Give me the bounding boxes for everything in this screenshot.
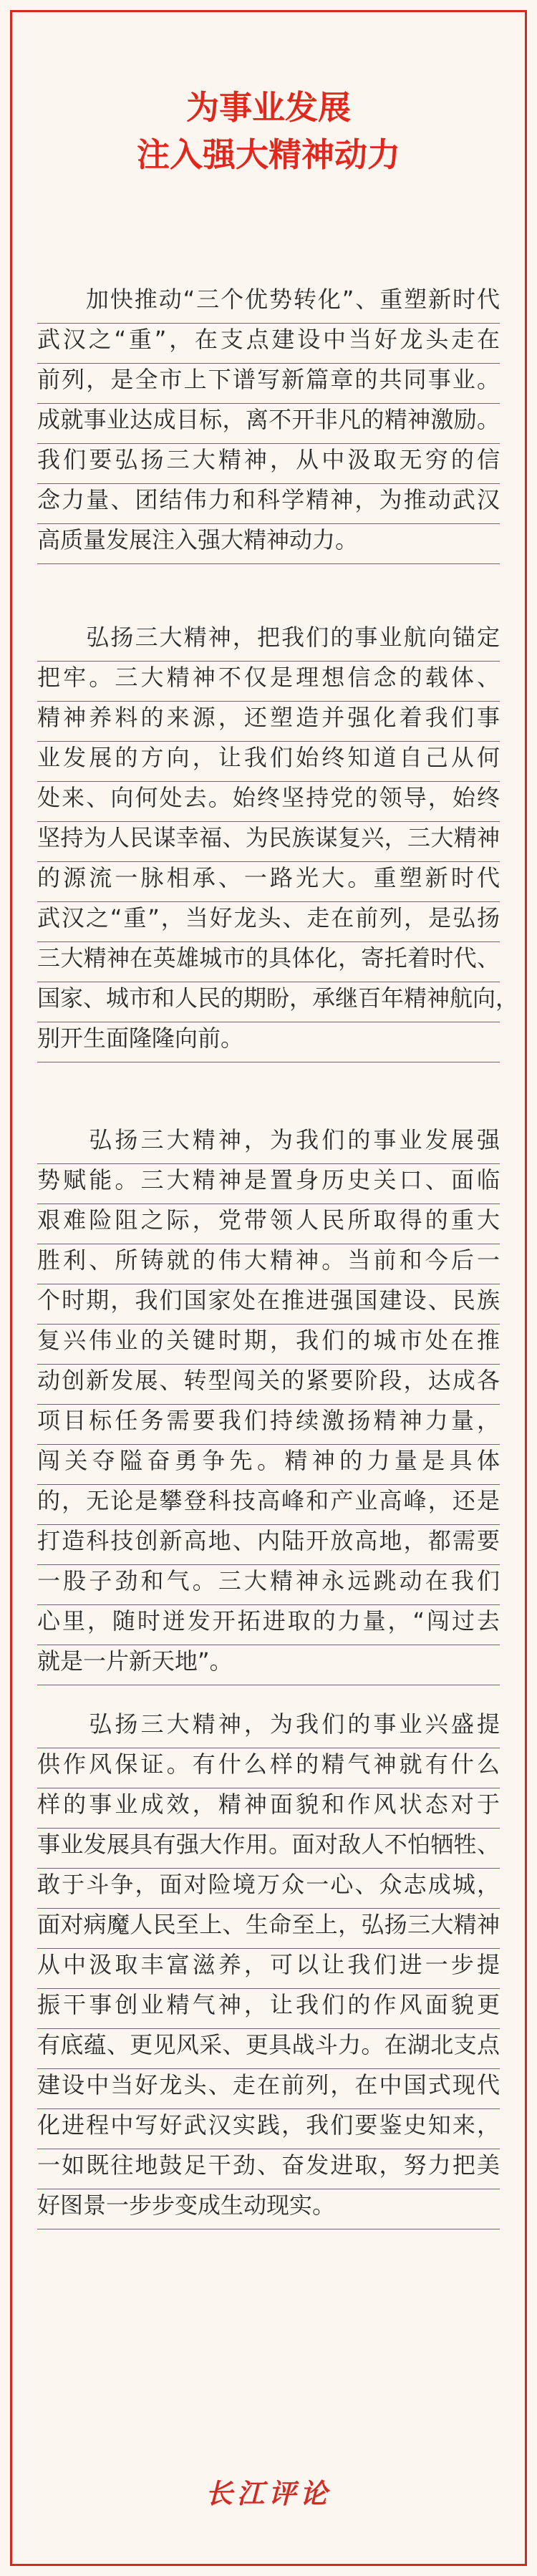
paragraph-line: 武汉之“重”，当好龙头、走在前列，是弘扬	[37, 902, 500, 942]
paragraph-line: 闯关夺隘奋勇争先。精神的力量是具体	[37, 1445, 500, 1485]
title-line-1: 为事业发展	[186, 88, 351, 127]
column-signature: 长江评论	[205, 2477, 332, 2509]
paragraph-line: 事业发展具有强大作用。面对敌人不怕牺牲、	[37, 1829, 500, 1869]
paragraph-line: 动创新发展、转型闯关的紧要阶段，达成各	[37, 1365, 500, 1405]
paragraph-line: 国家、城市和人民的期盼，承继百年精神航向，	[37, 982, 500, 1022]
paragraph-line: 样的事业成效，精神面貌和作风状态对于	[37, 1788, 500, 1829]
paragraph-line: 成就事业达成目标，离不开非凡的精神激励。	[37, 404, 500, 444]
paragraph-line: 有底蕴、更见风采、更具战斗力。在湖北支点	[37, 2029, 500, 2069]
paragraph-line: 建设中当好龙头、走在前列，在中国式现代	[37, 2069, 500, 2109]
paragraph-line: 把牢。三大精神不仅是理想信念的载体、	[37, 662, 500, 702]
paragraph-line: 复兴伟业的关键时期，我们的城市处在推	[37, 1325, 500, 1365]
paragraph-line: 打造科技创新高地、内陆开放高地，都需要	[37, 1525, 500, 1565]
paragraph-line: 精神养料的来源，还塑造并强化着我们事	[37, 702, 500, 742]
paragraph-line: 一股子劲和气。三大精神永远跳动在我们	[37, 1565, 500, 1605]
paragraph-line: 三大精神在英雄城市的具体化，寄托着时代、	[37, 942, 500, 982]
paragraph-line: 坚持为人民谋幸福、为民族谋复兴，三大精神	[37, 822, 500, 862]
paragraph-4	[37, 1708, 500, 2229]
paragraph-line: 从中汲取丰富滋养，可以让我们进一步提	[37, 1949, 500, 1989]
paragraph-line: 弘扬三大精神，为我们的事业兴盛提	[37, 1708, 500, 1748]
paragraph-line: 供作风保证。有什么样的精气神就有什么	[37, 1748, 500, 1788]
paragraph-line: 高质量发展注入强大精神动力。	[37, 524, 500, 564]
paragraph-line: 业发展的方向，让我们始终知道自己从何	[37, 742, 500, 782]
paragraph-line: 我们要弘扬三大精神，从中汲取无穷的信	[37, 444, 500, 484]
paragraph-line: 的源流一脉相承、一路光大。重塑新时代	[37, 862, 500, 902]
paragraph-line: 艰难险阻之际，党带领人民所取得的重大	[37, 1204, 500, 1244]
paragraph-line: 化进程中写好武汉实践，我们要鉴史知来，	[37, 2109, 500, 2149]
paragraph-line: 就是一片新天地”。	[37, 1645, 500, 1685]
paragraph-line: 心里，随时迸发开拓进取的力量，“闯过去	[37, 1605, 500, 1645]
paragraph-line: 个时期，我们国家处在推进强国建设、民族	[37, 1284, 500, 1325]
paragraph-line: 弘扬三大精神，为我们的事业发展强	[37, 1124, 500, 1164]
title-line-2: 注入强大精神动力	[137, 135, 400, 174]
paragraph-2	[37, 621, 519, 1062]
paragraph-1	[37, 284, 500, 564]
paragraph-line: 前列，是全市上下谱写新篇章的共同事业。	[37, 364, 500, 404]
paragraph-line: 别开生面隆隆向前。	[37, 1022, 500, 1062]
paragraph-line: 弘扬三大精神，把我们的事业航向锚定	[37, 621, 500, 662]
paragraph-line: 项目标任务需要我们持续激扬精神力量，	[37, 1405, 500, 1445]
paragraph-line: 一如既往地鼓足干劲、奋发进取，努力把美	[37, 2149, 500, 2189]
paragraph-3	[37, 1124, 500, 1685]
paragraph-line: 敢于斗争，面对险境万众一心、众志成城，	[37, 1869, 500, 1909]
paragraph-line: 势赋能。三大精神是置身历史关口、面临	[37, 1164, 500, 1204]
paragraph-line: 的，无论是攀登科技高峰和产业高峰，还是	[37, 1485, 500, 1525]
paragraph-line: 武汉之“重”，在支点建设中当好龙头走在	[37, 324, 500, 364]
paragraph-line: 处来、向何处去。始终坚持党的领导，始终	[37, 782, 500, 822]
paragraph-line: 面对病魔人民至上、生命至上，弘扬三大精神	[37, 1909, 500, 1949]
paragraph-line: 念力量、团结伟力和科学精神，为推动武汉	[37, 484, 500, 524]
paragraph-line: 好图景一步步变成生动现实。	[37, 2189, 500, 2229]
paragraph-line: 加快推动“三个优势转化”、重塑新时代	[37, 284, 500, 324]
paragraph-line: 振干事创业精气神，让我们的作风面貌更	[37, 1989, 500, 2029]
paragraph-line: 胜利、所铸就的伟大精神。当前和今后一	[37, 1244, 500, 1284]
